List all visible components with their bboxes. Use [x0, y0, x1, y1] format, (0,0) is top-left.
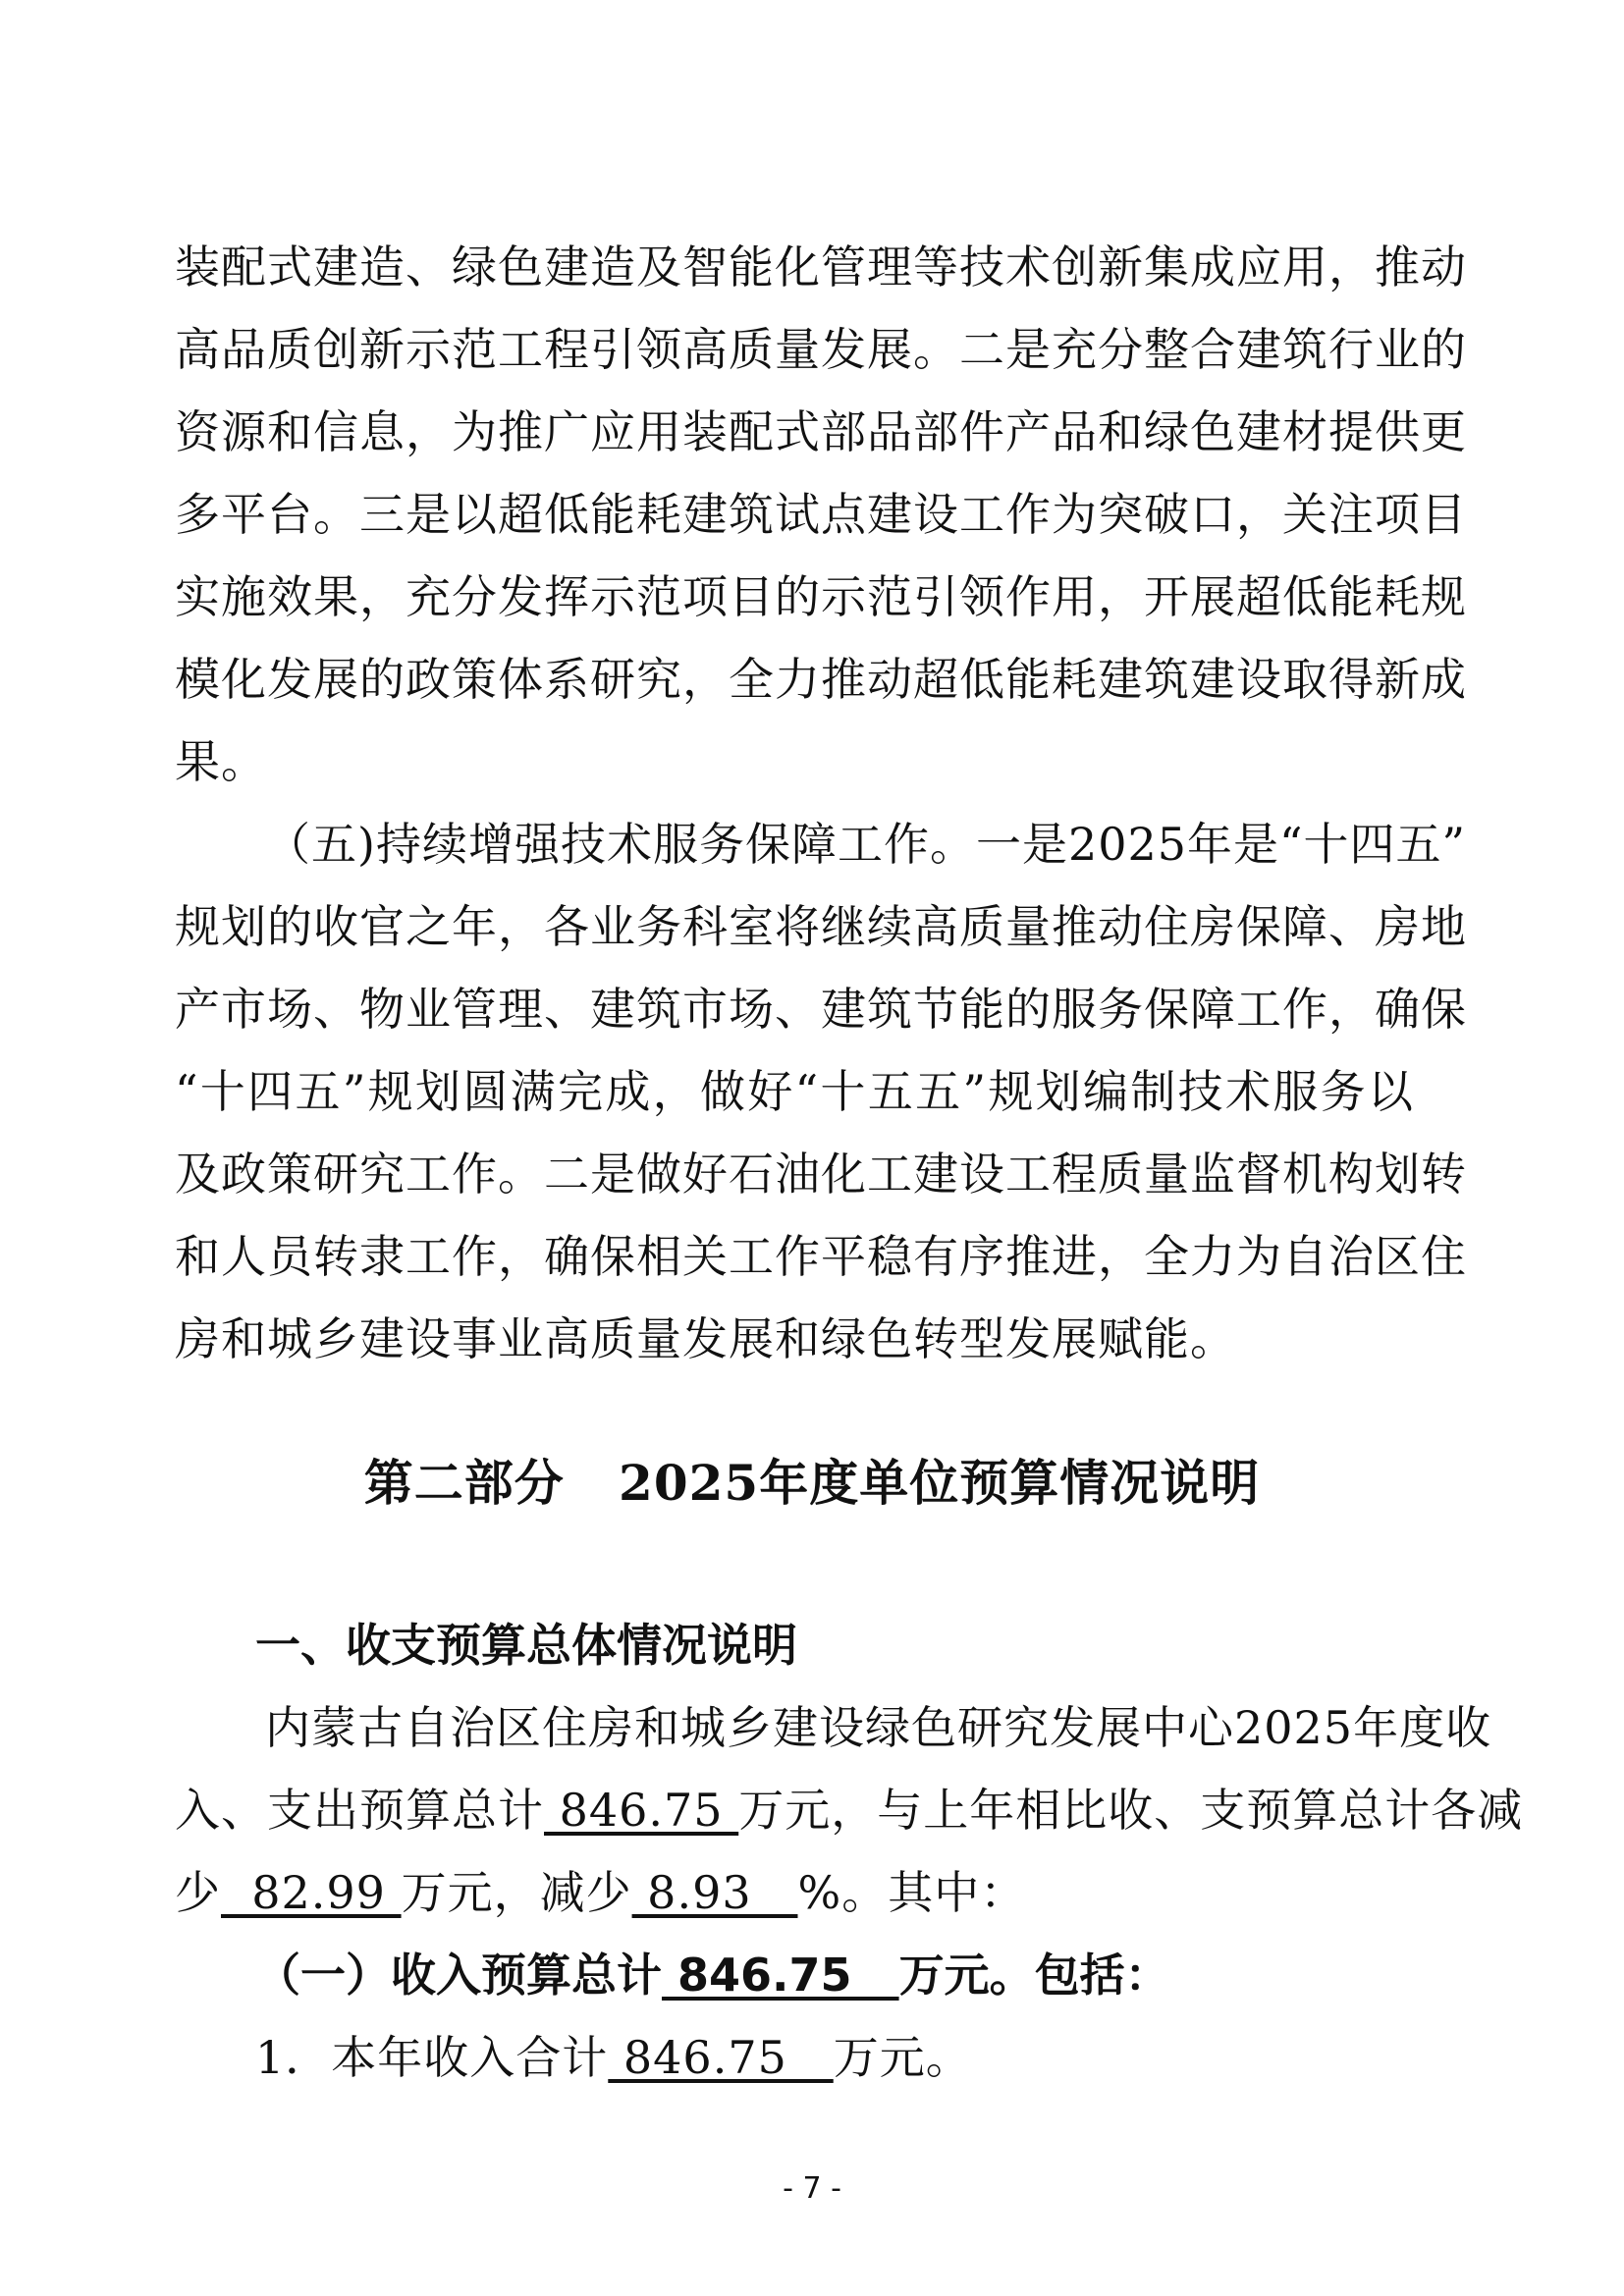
part-title: [0, 1449, 1624, 1518]
paragraph-line: 装配式建造、绿色建造及智能化管理等技术创新集成应用，推动: [175, 240, 1467, 294]
income-item-1-pre: 1．本年收入合计: [255, 2031, 609, 2084]
paragraph-1: [175, 238, 1467, 1392]
section-budget-overview: [175, 1616, 1524, 2110]
paragraph-line: 高品质创新示范工程引领高质量发展。二是充分整合建筑行业的: [175, 323, 1467, 376]
paragraph-2-line: 房和城乡建设事业高质量发展和绿色转型发展赋能。: [175, 1312, 1236, 1365]
income-total-value: 846.75: [662, 1949, 899, 2002]
decrease-percent-value: 8.93: [631, 1866, 798, 1919]
paragraph-line: 资源和信息，为推广应用装配式部品部件产品和绿色建材提供更: [175, 405, 1467, 458]
intro-line-3: [175, 1863, 1414, 1946]
part-title-prefix: 第二部分: [363, 1454, 565, 1512]
intro-line-2-pre: 入、支出预算总计: [175, 1784, 544, 1837]
intro-line-1: 内蒙古自治区住房和城乡建设绿色研究发展中心2025年度收: [265, 1701, 1492, 1754]
paragraph-2-line: 及政策研究工作。二是做好石油化工建设工程质量监督机构划转: [175, 1148, 1467, 1201]
total-budget-value: 846.75: [544, 1784, 739, 1837]
intro-line-2-post: 万元，与上年相比收、支预算总计各减: [738, 1784, 1524, 1837]
income-heading: [175, 1946, 1414, 2028]
paragraph-2-line: “十四五”规划圆满完成，做好“十五五”规划编制技术服务以: [175, 1065, 1414, 1118]
paragraph-2-line: 和人员转隶工作，确保相关工作平稳有序推进，全力为自治区住: [175, 1230, 1467, 1283]
intro-line-3-mid: 万元，减少: [401, 1866, 632, 1919]
income-heading-pre: （一）收入预算总计: [255, 1949, 662, 2002]
income-item-1-value: 846.75: [608, 2031, 834, 2084]
page-number: - 7 -: [783, 2171, 841, 2206]
intro-line-3-post: %。其中：: [797, 1866, 1027, 1919]
paragraph-line: 模化发展的政策体系研究，全力推动超低能耗建筑建设取得新成: [175, 653, 1467, 706]
paragraph-2-line: （五)持续增强技术服务保障工作。一是2025年是“十四五”: [265, 818, 1467, 871]
income-heading-post: 万元。包括：: [898, 1949, 1170, 2002]
intro-line-2: [175, 1781, 1524, 1863]
paragraph-line: 果。: [175, 735, 267, 788]
intro-line-3-pre: 少: [175, 1866, 221, 1919]
paragraph-2-line: 规划的收官之年，各业务科室将继续高质量推动住房保障、房地: [175, 900, 1467, 953]
part-title-gap: [565, 1454, 619, 1512]
income-item-1-post: 万元。: [833, 2031, 972, 2084]
part-title-main: 2025年度单位预算情况说明: [619, 1454, 1261, 1512]
decrease-amount-value: 82.99: [221, 1866, 402, 1919]
paragraph-line: 多平台。三是以超低能耗建筑试点建设工作为突破口，关注项目: [175, 488, 1467, 541]
paragraph-2-line: 产市场、物业管理、建筑市场、建筑节能的服务保障工作，确保: [175, 983, 1467, 1036]
income-item-1: [175, 2028, 1414, 2110]
paragraph-line: 实施效果，充分发挥示范项目的示范引领作用，开展超低能耗规: [175, 570, 1467, 623]
section-heading: 一、收支预算总体情况说明: [255, 1619, 797, 1672]
